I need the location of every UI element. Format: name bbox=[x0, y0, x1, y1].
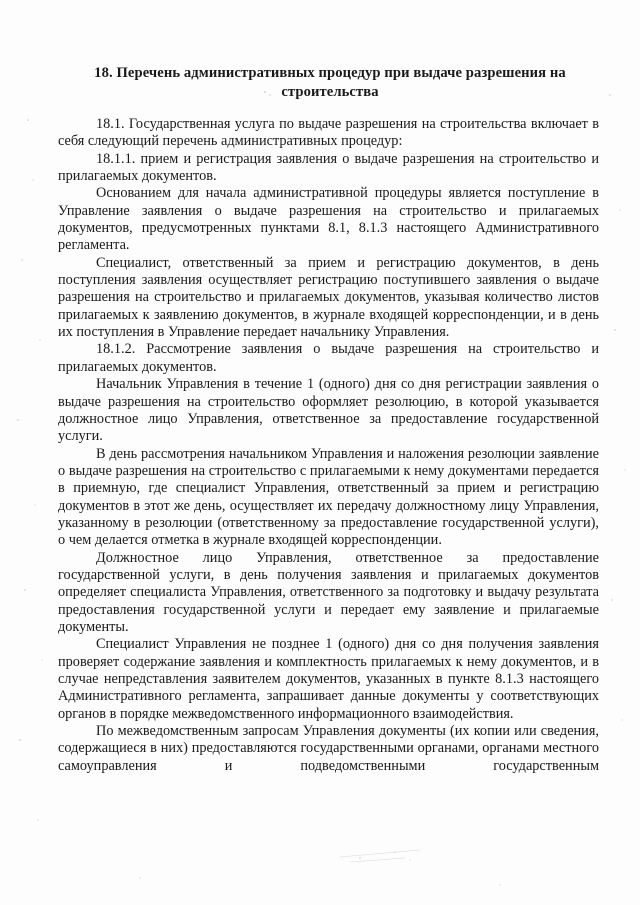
paragraph: 18.1. Государственная услуга по выдаче разрешения на строительства включает в себя следующий перечень административных процедур: bbox=[58, 116, 599, 150]
section-heading bbox=[70, 64, 590, 102]
paragraph: 18.1.1. прием и регистрация заявления о выдаче разрешения на строительство и прилагаемых документов. bbox=[58, 150, 599, 185]
document-body bbox=[58, 116, 599, 775]
paragraph: Должностное лицо Управления, ответственное за предоставление государственной услуги, в день получения заявления и прилагаемых документов определяет специалиста Управления, ответственного за подготовку и выдачу результата предоставления государственной услуги и передает ему заявление и прилагаемые документы. bbox=[58, 549, 599, 635]
paragraph: Специалист, ответственный за прием и регистрацию документов, в день поступления заявления осуществляет регистрацию поступившего заявления о выдаче разрешения на строительство и прилагаемых документов, указывая количество листов прилагаемых к заявлению документов, в журнале входящей корреспонденции, и в день их поступления в Управление передает начальнику Управления. bbox=[58, 254, 599, 341]
paragraph: 18.1.2. Рассмотрение заявления о выдаче разрешения на строительство и прилагаемых документов. bbox=[58, 341, 599, 375]
paragraph: По межведомственным запросам Управления документы (их копии или сведения, содержащиеся в них) предоставляются государственными органами, органами местного самоуправления и подведомственными государственным bbox=[58, 723, 599, 774]
paragraph: В день рассмотрения начальником Управления и наложения резолюции заявление о выдаче разрешения на строительство с прилагаемыми к нему документами передается в приемную, где специалист Управления, ответственный за прием и регистрацию документов в этот же день, осуществляет их передачу должностному лицу Управления, указанному в резолюции (ответственному за предоставление государственной услуги), о чем делается отметка в журнале входящей корреспонденции. bbox=[58, 445, 599, 549]
section-heading-line-2: строительства bbox=[281, 84, 379, 100]
paragraph: Основанием для начала административной процедуры является поступление в Управление заявления о выдаче разрешения на строительство и прилагаемых документов, предусмотренных пунктами 8.1, 8.1.3 настоящего Административного регламента. bbox=[58, 185, 599, 254]
paragraph: Начальник Управления в течение 1 (одного) дня со дня регистрации заявления о выдаче разрешения на строительство оформляет резолюцию, в которой указывается должностное лицо Управления, ответственное за предоставление государственной услуги. bbox=[58, 376, 599, 445]
section-heading-line-1: 18. Перечень административных процедур при выдаче разрешения на bbox=[94, 65, 566, 81]
paragraph: Специалист Управления не позднее 1 (одного) дня со дня получения заявления проверяет содержание заявления и комплектность прилагаемых к нему документов, и в случае непредставления заявителем документов, указанных в пункте 8.1.3 настоящего Административного регламента, запрашивает данные документы у соответствующих органов в порядке межведомственного информационного взаимодействия. bbox=[58, 636, 599, 722]
